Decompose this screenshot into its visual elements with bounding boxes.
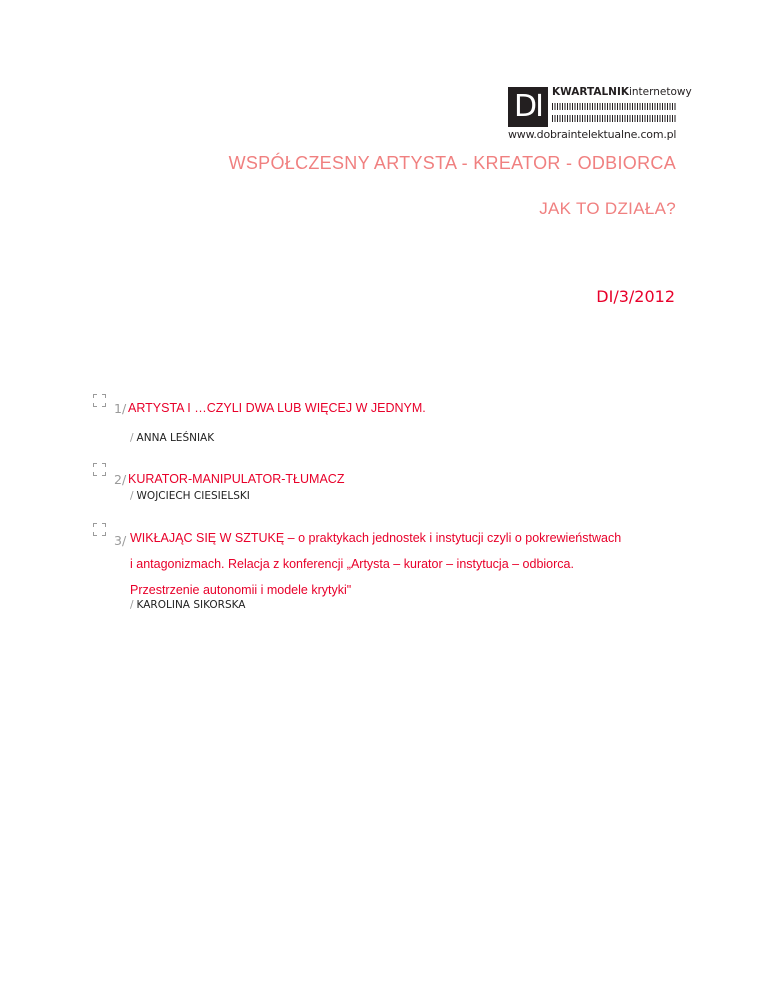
entry-author	[130, 432, 214, 444]
logo-name-bold: KWARTALNIK	[552, 86, 629, 98]
author-separator: /	[130, 490, 134, 502]
entry-title-line[interactable]: Przestrzenie autonomii i modele krytyki"	[130, 583, 352, 597]
entry-author	[130, 490, 250, 502]
entry-author	[130, 599, 246, 611]
entry-title-line[interactable]: i antagonizmach. Relacja z konferencji „Artysta – kurator – instytucja – odbiorca.	[130, 557, 574, 571]
logo-name	[552, 86, 692, 98]
entry-number: 1/	[114, 401, 127, 416]
entry-number: 2/	[114, 472, 127, 487]
author-separator: /	[130, 599, 134, 611]
entry-author-name: WOJCIECH CIESIELSKI	[136, 490, 250, 502]
entry-title[interactable]: WIKŁAJĄC SIĘ W SZTUKĘ – o praktykach jednostek i instytucji czyli o pokrewieństwach	[130, 531, 622, 545]
entry-number: 3/	[114, 533, 127, 548]
issue-number: DI/3/2012	[596, 287, 675, 306]
author-separator: /	[130, 432, 134, 444]
logo-name-light: internetowy	[628, 86, 692, 98]
entry-title[interactable]: KURATOR-MANIPULATOR-TŁUMACZ	[128, 472, 345, 486]
corner-brackets-icon	[93, 463, 106, 476]
page-subtitle: JAK TO DZIAŁA?	[539, 199, 676, 218]
page-title: WSPÓŁCZESNY ARTYSTA - KREATOR - ODBIORCA	[228, 153, 676, 173]
logo-barcode-bottom	[552, 115, 676, 122]
logo-barcode-top	[552, 103, 676, 110]
logo-url: www.dobraintelektualne.com.pl	[508, 128, 677, 141]
entry-author-name: KAROLINA SIKORSKA	[136, 599, 246, 611]
entry-author-name: ANNA LEŚNIAK	[136, 432, 215, 444]
logo-mark: DI	[508, 87, 548, 127]
entry-title[interactable]: ARTYSTA I …CZYLI DWA LUB WIĘCEJ W JEDNYM.	[128, 401, 426, 415]
corner-brackets-icon	[93, 394, 106, 407]
corner-brackets-icon	[93, 523, 106, 536]
logo	[508, 86, 692, 143]
